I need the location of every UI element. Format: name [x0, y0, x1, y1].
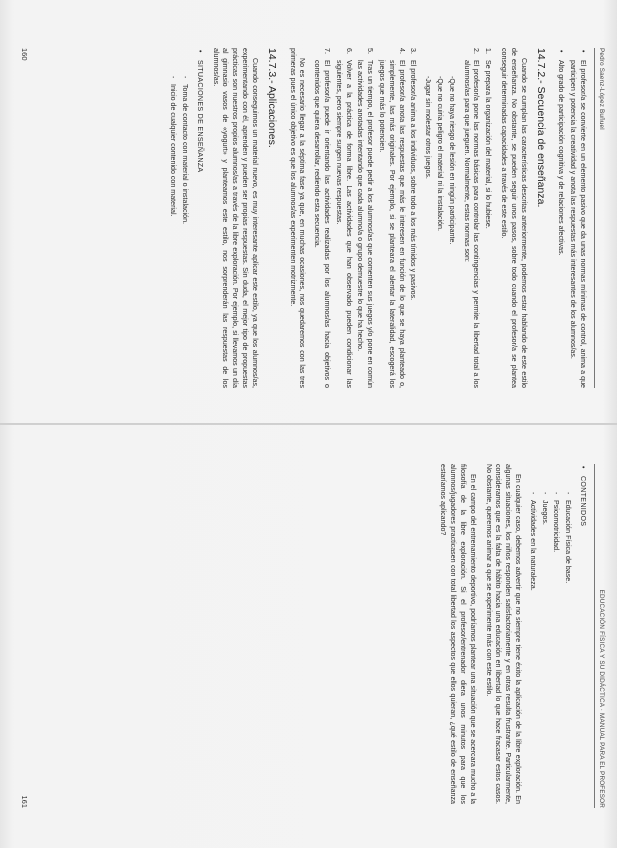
steps-list: [461, 48, 492, 388]
norm-item: -Que no cuiria peligro el material ni la instalación.: [436, 76, 445, 231]
step-number: 3.: [409, 48, 418, 54]
left-page-number: 160: [20, 48, 29, 61]
participation-bullet: • Alto grado de participación cognitiva y de relaciones afectivas.: [556, 48, 566, 388]
situaciones-items: [168, 76, 190, 388]
step-text: Volver a la práctica de forma libre. Las actividades que han observado pueden condicionar las siguientes, pero siempre surgen nuevas respuestas.: [334, 60, 353, 388]
contenido-item: - Educación Física de base.: [562, 492, 572, 804]
norm-item: -Jugar sin molestar otros juegos.: [424, 76, 433, 179]
right-page-header: EDUCACIÓN FÍSICA Y SU DIDÁCTICA · MANUAL PARA EL PROFESOR: [598, 589, 605, 808]
right-page: [0, 424, 617, 848]
intro-bullet: • El profesor/a se convierte en un elemento pasivo que da unas normas mínimas de control, anima a que participen y potencia la creatividad y anota las respuestas más interesantes de los alumnos/as.: [567, 48, 587, 388]
section-heading-secuencia: 14.7.2.- Secuencia de enseñanza.: [534, 48, 547, 208]
contenido-item: - Actividades en la naturaleza.: [527, 492, 537, 804]
step-text: El profesor/a anima a los individuos, sobre todo a los más tímidos y pasivos.: [409, 60, 418, 301]
right-paragraph-1: En cualquier caso, debemos advertir que no siempre tiene éxito la aplicación de la libre exploración. En algunas situaciones, los niños responden satisfactoriamente y en otras resulta frustrante. Particularmente, consideramos que es la falta de hábito hacia una educación en libertad lo que hace fracasar estos casos. No obstante, queremos animar a que se experimente más con este estilo.: [484, 464, 523, 804]
contenidos-items: [527, 492, 572, 804]
step-text: Tras un tiempo, el profesor puede pedir a los alumnos/as que comenten sus juegos y/o pone en común las actividades anotadas intentando que cada alumno/a o grupo demuestre lo que ha hecho.: [356, 60, 375, 388]
left-header-rule: [594, 48, 595, 388]
contenidos-title: • CONTENIDOS: [577, 464, 587, 804]
secuencia-closing: No es necesario llegar a la séptima fase ya que, en muchas ocasiones, nos quedaremos con las tres primeras pues el único objetivo es que los alumnos/as experimenten motrizmente.: [288, 48, 307, 388]
situaciones-list: [194, 48, 204, 388]
situacion-item: - Toma de contacto con material o instalación.: [179, 76, 189, 388]
step-number: 4.: [397, 48, 406, 54]
norm-item: -Que no haya riesgo de lesión en ningún participante.: [447, 76, 456, 245]
contenido-item: - Juegos.: [539, 492, 549, 804]
left-page-content: [163, 48, 588, 388]
steps-list-continued: [311, 48, 417, 388]
step-text: Se prepara la organización del material, si lo hubiese.: [484, 60, 493, 229]
contenidos-list: [577, 464, 587, 804]
situaciones-title: • SITUACIONES DE ENSEÑANZA: [194, 48, 204, 388]
step-number: 6.: [344, 48, 353, 54]
right-paragraph-2: En el campo del entrenamiento deportivo, podríamos plantear una situación que se acercara mucho a la filosofía de la libre exploración. Si el profesor/entrenador diera unos minutos para que los alumnos/jugadores practicasen con total libertad los aspectos que ellos quieran, ¿qué estilo de enseñanza estaríamos aplicando?: [439, 464, 477, 804]
step-item: [333, 48, 353, 388]
secuencia-intro: Cuando se cumplan las características descritas anteriormente, podemos estar hablando de este estilo de enseñanza. No obstante, se pueden seguir unos pasos, sobre todo cuando el profesor/a se plantea conseguir determinadas capacidades a través de este estilo.: [500, 48, 528, 388]
right-page-content: [432, 464, 587, 804]
right-header-rule: [594, 464, 595, 808]
step-text: El profesor/a puede ir orientando las actividades realizadas por los alumnos/as hacia objetivos o contenidos que quiera desarrollar, rediendo esta secuencia.: [313, 60, 332, 388]
step-number: 5.: [366, 48, 375, 54]
situacion-item: - Inicio de cualquier contenido con material.: [168, 76, 178, 388]
section-heading-aplicaciones: 14.7.3.- Aplicaciones.: [265, 48, 278, 148]
step-item: [408, 48, 418, 388]
right-page-number: 161: [20, 795, 29, 808]
step-number: 2.: [472, 48, 481, 54]
step-item: [482, 48, 492, 388]
step-text: El profesor/a pone las normas básicas para controlar las contingencias y permite la libertad total a los alumnos/as para que jueguen. Normalmente, estas normas son:: [462, 60, 481, 388]
step-text: El profesor/a anota las respuestas que más le interesen en función de lo que se haya planteado o, simplemente, las más originales. Por ejemplo, si se planteara el alentar la lateralidad, escogerá los juegos que más lo potencien.: [378, 60, 406, 388]
step-item: [311, 48, 331, 388]
left-page-header: Pedro Saenz-López Buñuel: [598, 48, 605, 130]
intro-bullets: [556, 48, 587, 388]
aplicaciones-body: Cuando conseguimos un material nuevo, es muy interesante aplicar este estilo, ya que los alumnos/as, experimentando con él, aprenden y pueden ser propias respuestas. Sin duda, el mejor tipo de propuestas prácticas son nuestros propios alumnos/as a través de la libre exploración. Por ejemplo, si llevamos un día al gimnasio vasos de «yogurt» y planteamos este estilo, nos sorprenderán las respuestas de los alumnos/as.: [211, 48, 259, 388]
contenido-item: - Psicomotricidad.: [551, 492, 561, 804]
step-item: [376, 48, 405, 388]
norms-list: [422, 76, 455, 388]
step-item: [461, 48, 481, 388]
step-item: [355, 48, 375, 388]
step-number: 7.: [323, 48, 332, 54]
step-number: 1.: [484, 48, 493, 54]
